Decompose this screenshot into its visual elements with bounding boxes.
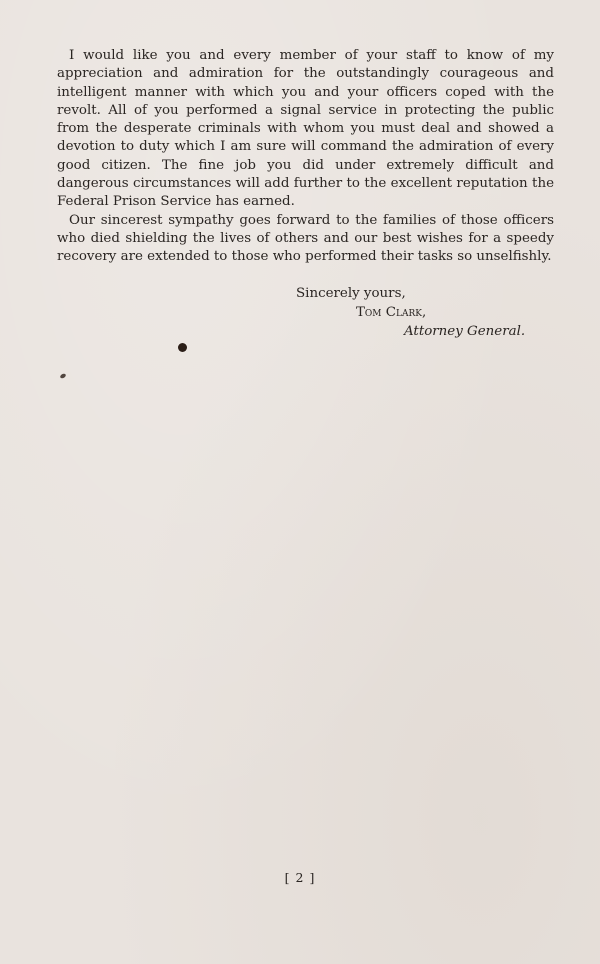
closing-salutation: Sincerely yours, bbox=[296, 286, 406, 301]
signature-title: Attorney General. bbox=[404, 324, 526, 339]
letter-paragraph-2: Our sincerest sympathy goes forward to the families of those officers who died shielding the lives of others and our best wishes for a speedy recovery are extended to those who performed their tasks so unselfishly. bbox=[57, 212, 554, 265]
letter-paragraph-1: I would like you and every member of your staff to know of my appreciation and admiration for the outstandingly courageous and intelligent manner with which you and your officers coped with the revolt. All of you performed a signal service in protecting the public from the desperate criminals with whom you must deal and showed a devotion to duty which I am sure will command the admiration of every good citizen. The fine job you did under extremely difficult and dangerous circumstances will add further to the excellent reputation the Federal Prison Service has earned. bbox=[57, 48, 554, 210]
ink-spot bbox=[178, 343, 187, 352]
ink-speck bbox=[59, 373, 66, 379]
page-number: [ 2 ] bbox=[284, 870, 316, 885]
signature-name: Tom Clark, bbox=[356, 305, 427, 320]
letter-body bbox=[57, 47, 554, 267]
